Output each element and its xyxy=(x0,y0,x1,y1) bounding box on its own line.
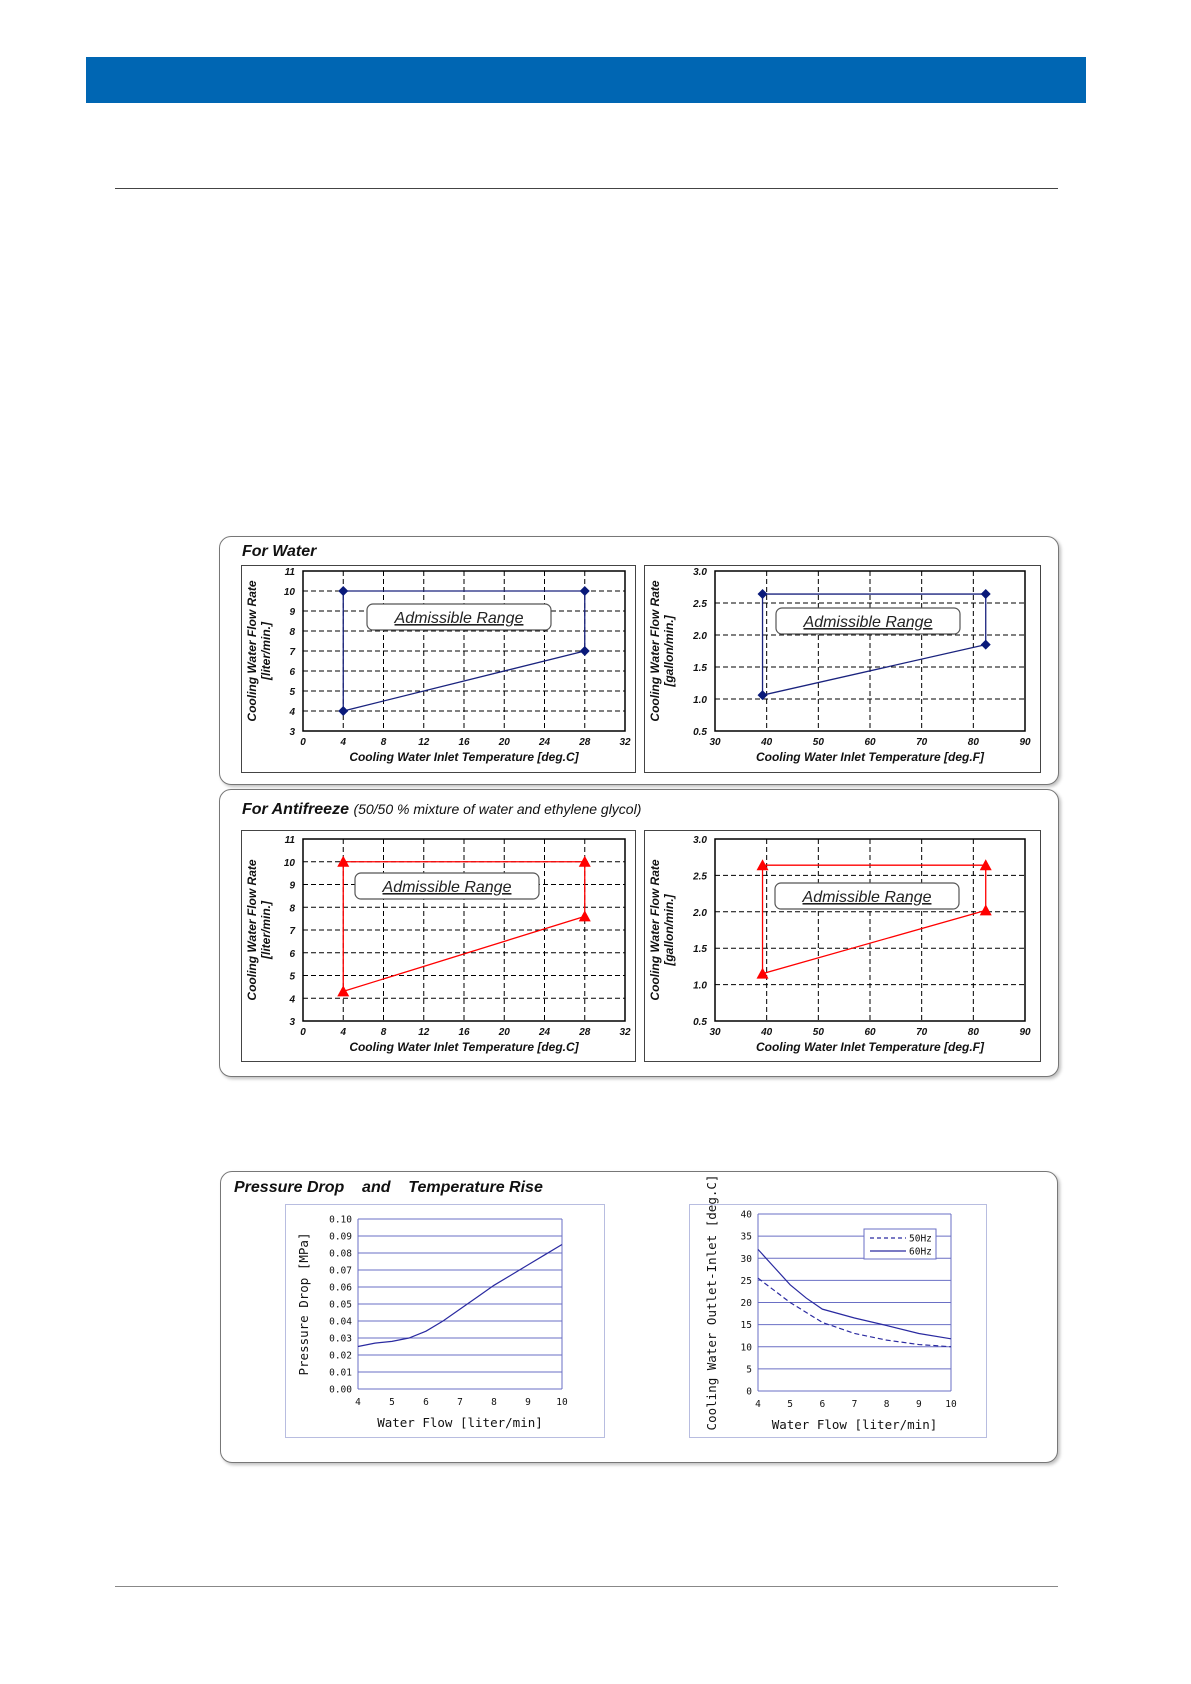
water-celsius-svg xyxy=(242,566,635,772)
y-tick-label: 3.0 xyxy=(693,567,707,578)
x-tick-label: 8 xyxy=(380,737,387,748)
y-tick-label: 0.01 xyxy=(329,1367,352,1379)
y-tick-label: 10 xyxy=(283,587,295,598)
antifreeze-title: For Antifreeze xyxy=(242,801,349,818)
x-tick-label: 5 xyxy=(787,1399,794,1410)
y-axis-unit-label: [liter/min.] xyxy=(259,900,273,960)
x-tick-label: 5 xyxy=(389,1397,395,1408)
series-line-50hz xyxy=(758,1278,951,1347)
y-tick-label: 20 xyxy=(740,1298,752,1309)
x-tick-label: 9 xyxy=(915,1399,922,1410)
y-tick-label: 0.06 xyxy=(329,1282,352,1294)
x-tick-label: 4 xyxy=(355,1397,361,1408)
y-tick-label: 10 xyxy=(740,1342,752,1354)
x-tick-label: 90 xyxy=(1019,737,1031,748)
y-tick-label: 0.03 xyxy=(329,1333,352,1345)
y-tick-label: 5 xyxy=(746,1364,752,1376)
x-axis-label: Cooling Water Inlet Temperature [deg.C] xyxy=(349,1040,579,1054)
top-divider xyxy=(115,188,1058,189)
bottom-divider xyxy=(115,1586,1058,1587)
y-axis-unit-label: [gallon/min.] xyxy=(662,894,676,966)
antifreeze-subtitle: (50/50 % mixture of water and ethylene glycol) xyxy=(353,801,642,817)
water-fahrenheit-chart xyxy=(644,565,1041,773)
x-tick-label: 70 xyxy=(916,1027,928,1038)
x-tick-label: 7 xyxy=(457,1397,463,1408)
x-tick-label: 90 xyxy=(1019,1027,1031,1038)
antifreeze-celsius-chart xyxy=(241,830,636,1062)
y-tick-label: 0.00 xyxy=(329,1384,352,1396)
y-tick-label: 30 xyxy=(740,1253,752,1265)
y-axis-label: Cooling Water Outlet-Inlet [deg.C] xyxy=(704,1174,719,1431)
y-tick-label: 0.08 xyxy=(329,1248,352,1260)
y-tick-label: 0.09 xyxy=(329,1231,352,1243)
y-axis-label: Cooling Water Flow Rate xyxy=(648,580,662,722)
x-tick-label: 40 xyxy=(761,1027,773,1038)
y-tick-label: 2.5 xyxy=(693,871,707,883)
x-tick-label: 50 xyxy=(812,737,824,748)
x-tick-label: 80 xyxy=(967,737,979,748)
water-panel xyxy=(219,536,1059,785)
admissible-range-label: Admissible Range xyxy=(803,614,933,631)
y-tick-label: 1.5 xyxy=(693,663,707,674)
pressure-drop-chart xyxy=(285,1204,605,1438)
y-tick-label: 5 xyxy=(289,687,295,698)
y-axis-label: Cooling Water Flow Rate xyxy=(245,859,259,1001)
x-tick-label: 20 xyxy=(498,737,510,748)
y-tick-label: 3 xyxy=(289,1017,295,1028)
x-axis-label: Cooling Water Inlet Temperature [deg.F] xyxy=(755,1040,985,1054)
water-celsius-chart xyxy=(241,565,636,773)
y-tick-label: 2.5 xyxy=(693,599,707,610)
x-tick-label: 28 xyxy=(579,1027,591,1038)
y-axis-unit-label: [liter/min.] xyxy=(259,621,273,681)
series-line-60hz xyxy=(758,1246,951,1338)
x-tick-label: 0 xyxy=(300,737,306,748)
x-tick-label: 70 xyxy=(916,737,928,748)
antifreeze-fahrenheit-chart xyxy=(644,830,1041,1062)
y-tick-label: 8 xyxy=(289,627,295,638)
antifreeze-celsius-svg xyxy=(242,831,635,1061)
pressure-temperature-panel xyxy=(220,1171,1058,1463)
x-tick-label: 6 xyxy=(819,1399,826,1410)
water-panel-title: For Water xyxy=(242,543,317,560)
y-tick-label: 0.05 xyxy=(329,1299,352,1311)
admissible-range-label: Admissible Range xyxy=(802,889,932,906)
legend-label: 50Hz xyxy=(909,1233,932,1245)
y-tick-label: 4 xyxy=(289,994,295,1006)
y-tick-label: 10 xyxy=(283,857,295,869)
admissible-range-label: Admissible Range xyxy=(382,879,512,896)
x-tick-label: 24 xyxy=(538,1027,551,1038)
y-tick-label: 6 xyxy=(289,948,295,960)
y-tick-label: 0.04 xyxy=(329,1316,352,1328)
x-tick-label: 6 xyxy=(423,1397,429,1408)
x-tick-label: 60 xyxy=(864,1027,876,1038)
y-tick-label: 3.0 xyxy=(693,835,707,846)
x-tick-label: 8 xyxy=(491,1397,497,1408)
y-tick-label: 3 xyxy=(289,727,295,738)
x-tick-label: 32 xyxy=(619,737,631,748)
x-tick-label: 7 xyxy=(851,1399,858,1410)
y-tick-label: 7 xyxy=(289,647,295,658)
x-tick-label: 50 xyxy=(812,1027,824,1038)
x-tick-label: 20 xyxy=(498,1027,510,1038)
x-tick-label: 60 xyxy=(864,737,876,748)
x-tick-label: 12 xyxy=(418,1027,430,1038)
x-axis-label: Water Flow [liter/min] xyxy=(377,1415,543,1430)
legend-label: 60Hz xyxy=(909,1246,932,1258)
x-tick-label: 12 xyxy=(418,737,430,748)
y-tick-label: 15 xyxy=(740,1320,752,1332)
y-axis-label: Cooling Water Flow Rate xyxy=(245,580,259,722)
y-tick-label: 0.07 xyxy=(329,1265,352,1277)
x-tick-label: 16 xyxy=(458,1027,470,1038)
y-tick-label: 6 xyxy=(289,667,295,678)
x-tick-label: 4 xyxy=(340,737,347,748)
x-tick-label: 9 xyxy=(525,1397,531,1408)
y-tick-label: 0.10 xyxy=(329,1214,352,1226)
antifreeze-fahrenheit-svg xyxy=(645,831,1040,1061)
x-tick-label: 4 xyxy=(340,1027,347,1038)
x-axis-label: Cooling Water Inlet Temperature [deg.C] xyxy=(349,750,579,764)
temperature-rise-chart xyxy=(689,1174,987,1438)
y-tick-label: 25 xyxy=(740,1275,752,1287)
x-axis-label: Water Flow [liter/min] xyxy=(771,1417,938,1432)
y-tick-label: 1.5 xyxy=(693,944,707,956)
y-tick-label: 4 xyxy=(289,707,295,718)
y-axis-unit-label: [gallon/min.] xyxy=(662,615,676,687)
y-tick-label: 35 xyxy=(740,1231,752,1243)
y-tick-label: 0.5 xyxy=(693,727,707,738)
y-axis-label: Pressure Drop [MPa] xyxy=(296,1232,311,1376)
y-tick-label: 0 xyxy=(746,1386,752,1398)
admissible-range-label: Admissible Range xyxy=(394,610,524,627)
y-tick-label: 0.02 xyxy=(329,1350,352,1362)
y-tick-label: 8 xyxy=(289,903,295,915)
pressure-drop-svg xyxy=(286,1205,604,1437)
water-fahrenheit-svg xyxy=(645,566,1040,772)
series-line-pressure-drop xyxy=(358,1245,562,1347)
x-tick-label: 32 xyxy=(619,1027,631,1038)
antifreeze-panel-title xyxy=(242,801,641,819)
x-tick-label: 4 xyxy=(755,1399,761,1410)
y-tick-label: 2.0 xyxy=(693,631,707,642)
y-tick-label: 5 xyxy=(289,971,295,983)
y-tick-label: 2.0 xyxy=(693,907,707,919)
y-tick-label: 1.0 xyxy=(693,695,707,706)
y-tick-label: 9 xyxy=(289,880,295,892)
x-tick-label: 30 xyxy=(709,1027,721,1038)
x-tick-label: 0 xyxy=(300,1027,306,1038)
x-tick-label: 28 xyxy=(579,737,591,748)
x-tick-label: 8 xyxy=(883,1399,890,1410)
x-tick-label: 8 xyxy=(380,1027,387,1038)
pressure-panel-title: Pressure Drop and Temperature Rise xyxy=(234,1179,543,1196)
y-tick-label: 40 xyxy=(740,1209,752,1221)
y-axis-label: Cooling Water Flow Rate xyxy=(648,859,662,1001)
y-tick-label: 9 xyxy=(289,607,295,618)
x-tick-label: 24 xyxy=(538,737,551,748)
x-tick-label: 40 xyxy=(761,737,773,748)
x-tick-label: 10 xyxy=(945,1399,957,1410)
y-tick-label: 7 xyxy=(289,926,295,937)
y-tick-label: 11 xyxy=(284,567,295,578)
header-bar xyxy=(86,57,1086,103)
y-tick-label: 1.0 xyxy=(693,980,707,992)
x-tick-label: 30 xyxy=(709,737,721,748)
x-axis-label: Cooling Water Inlet Temperature [deg.F] xyxy=(755,750,985,764)
x-tick-label: 10 xyxy=(556,1397,568,1408)
y-tick-label: 0.5 xyxy=(693,1017,707,1028)
temperature-rise-svg xyxy=(690,1174,986,1437)
antifreeze-panel xyxy=(219,789,1059,1077)
y-tick-label: 11 xyxy=(284,835,295,846)
x-tick-label: 16 xyxy=(458,737,470,748)
x-tick-label: 80 xyxy=(967,1027,979,1038)
